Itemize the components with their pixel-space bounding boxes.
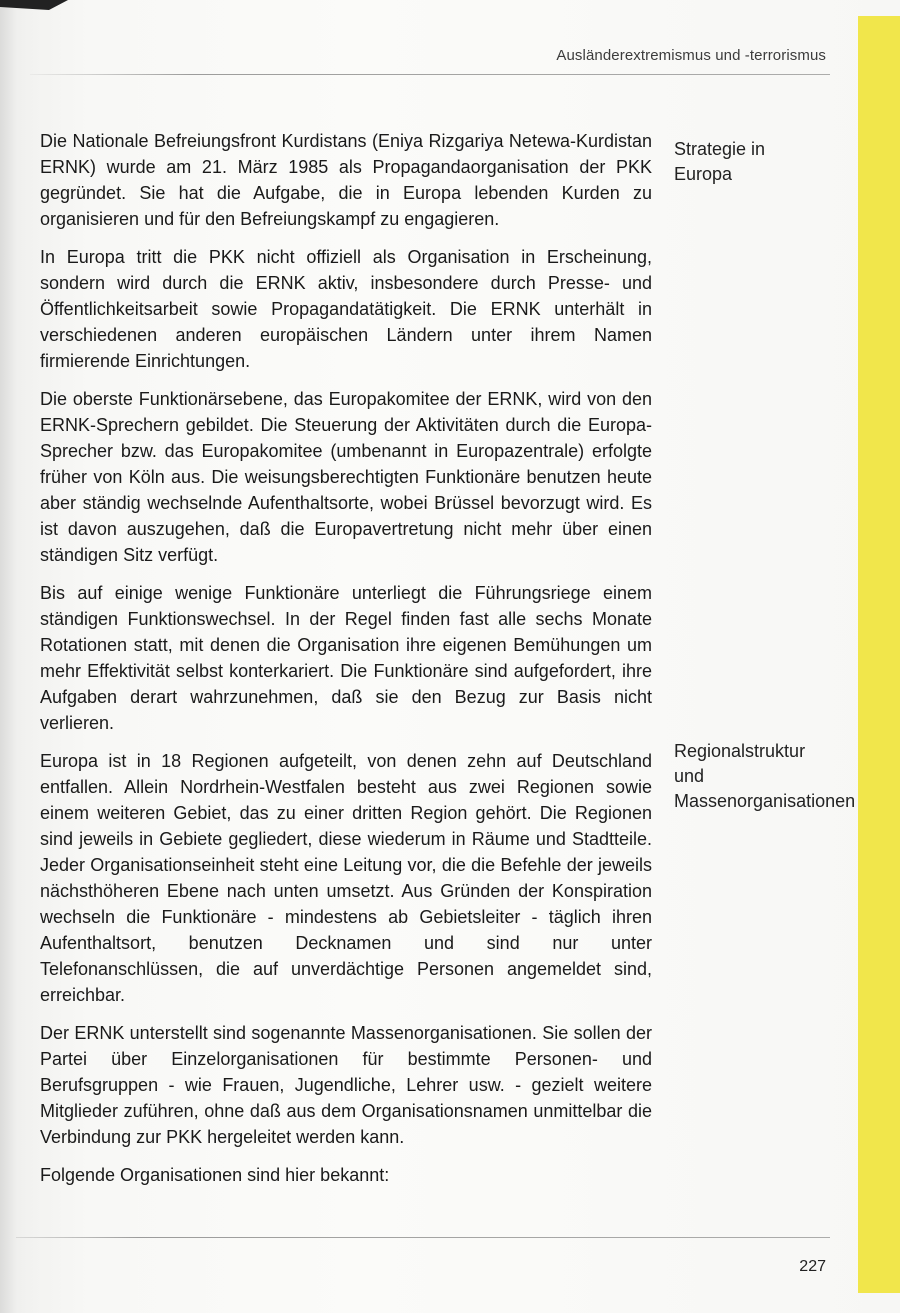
- paragraph-4: Bis auf einige wenige Funktionäre unterliegt die Führungsriege einem ständigen Funktionswechsel. In der Regel finden fast alle sechs Monate Rotationen statt, mit denen die Organisation ihre eigenen Bemühungen um mehr Effektivität selbst konterkariert. Die Funktionäre sind aufgefordert, ihre Aufgaben derart wahrzunehmen, daß sie den Bezug zur Basis nicht verlieren.: [40, 583, 652, 733]
- footer-divider: [16, 1237, 830, 1238]
- paragraph-2: In Europa tritt die PKK nicht offiziell als Organisation in Erscheinung, sondern wird durch die ERNK aktiv, insbesondere durch Presse- und Öffentlichkeitsarbeit sowie Propagandatätigkeit. Die ERNK unterhält in verschiedenen anderen europäischen Ländern unter ihrem Namen firmierende Einrichtungen.: [40, 247, 652, 371]
- page-edge-shadow: [0, 0, 34, 1313]
- main-text-column: [40, 128, 652, 1200]
- page-number: 227: [799, 1258, 826, 1275]
- sidenote-regional-structure: Regionalstruktur und Massenorganisationen: [674, 741, 856, 811]
- running-header: Ausländerextremismus und -terrorismus: [556, 47, 826, 64]
- paragraph-3: Die oberste Funktionärsebene, das Europakomitee der ERNK, wird von den ERNK-Sprechern gebildet. Die Steuerung der Aktivitäten durch die Europa-Sprecher bzw. das Europakomitee (umbenannt in Europazentrale) erfolgte früher von Köln aus. Die weisungsberechtigten Funktionäre benutzen heute aber ständig wechselnde Aufenthaltsorte, wobei Brüssel bevorzugt wird. Es ist davon auszugehen, daß die Europavertretung nicht mehr über einen ständigen Sitz verfügt.: [40, 389, 652, 565]
- paragraph-5: Europa ist in 18 Regionen aufgeteilt, von denen zehn auf Deutschland entfallen. Allein Nordrhein-Westfalen besteht aus zwei Regionen sowie einem weiteren Gebiet, das zu einer dritten Region gehört. Die Regionen sind jeweils in Gebiete gegliedert, diese wiederum in Räume und Stadtteile. Jeder Organisationseinheit steht eine Leitung vor, die die Befehle der jeweils nächsthöheren Ebene nach unten umsetzt. Aus Gründen der Konspiration wechseln die Funktionäre - mindestens ab Gebietsleiter - täglich ihren Aufenthaltsort, benutzen Decknamen und sind nur unter Telefonanschlüssen, die auf unverdächtige Personen angemeldet sind, erreichbar.: [40, 751, 652, 1005]
- sidenote-strategy-europe: Strategie in Europa: [674, 139, 766, 184]
- yellow-side-strip: [858, 16, 900, 1293]
- paragraph-1: Die Nationale Befreiungsfront Kurdistans (Eniya Rizgariya Netewa-Kurdistan ERNK) wurde am 21. März 1985 als Propagandaorganisation der PKK gegründet. Sie hat die Aufgabe, die in Europa lebenden Kurden zu organisieren und für den Befreiungskampf zu engagieren.: [40, 131, 652, 229]
- paragraph-6: Der ERNK unterstellt sind sogenannte Massenorganisationen. Sie sollen der Partei über Einzelorganisationen für bestimmte Personen- und Berufsgruppen - wie Frauen, Jugendliche, Lehrer usw. - gezielt weitere Mitglieder zuführen, ohne daß aus dem Organisationsnamen unmittelbar die Verbindung zur PKK hergeleitet werden kann.: [40, 1023, 652, 1147]
- header-divider: [30, 74, 830, 75]
- paragraph-7: Folgende Organisationen sind hier bekannt:: [40, 1165, 390, 1185]
